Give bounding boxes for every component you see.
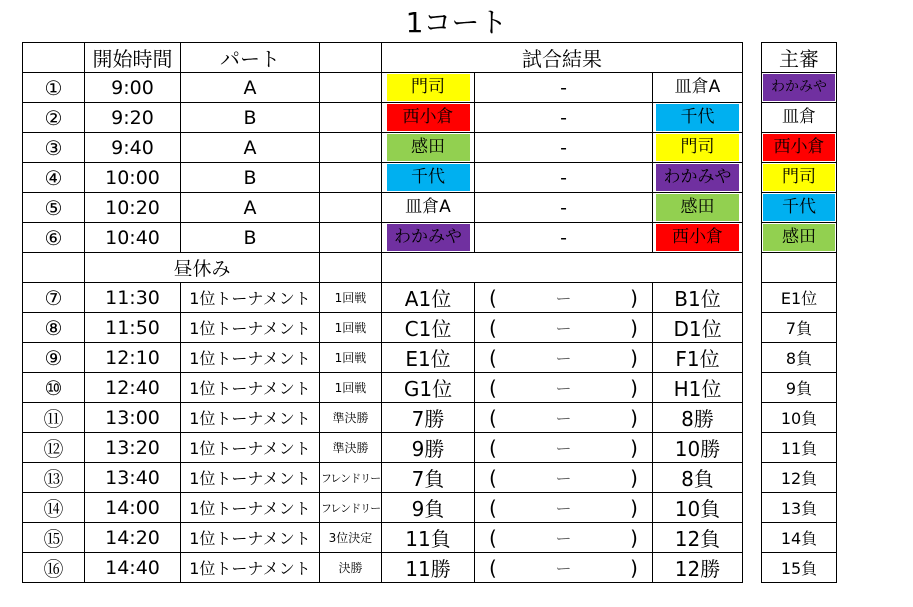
score-parentheses — [475, 556, 652, 580]
part-label: A — [181, 133, 320, 163]
match-number: ⑦ — [23, 283, 85, 313]
referee-name: 14負 — [762, 523, 837, 553]
part-label: 1位トーナメント — [181, 373, 320, 403]
referee-cell — [762, 133, 837, 163]
table-row — [23, 433, 837, 463]
score-separator: - — [475, 103, 653, 133]
round-label — [320, 193, 382, 223]
match-number: ① — [23, 73, 85, 103]
start-time: 11:30 — [85, 283, 181, 313]
part-label: 1位トーナメント — [181, 433, 320, 463]
start-time: 13:40 — [85, 463, 181, 493]
score-parentheses — [475, 436, 652, 460]
referee-name: 7負 — [762, 313, 837, 343]
referee-cell — [762, 223, 837, 253]
match-number: ④ — [23, 163, 85, 193]
score-placeholder — [475, 553, 653, 583]
start-time: 10:40 — [85, 223, 181, 253]
score-separator: - — [475, 133, 653, 163]
spacer-cell — [743, 133, 762, 163]
table-row — [23, 163, 837, 193]
start-time: 9:40 — [85, 133, 181, 163]
start-time: 9:00 — [85, 73, 181, 103]
part-label: 1位トーナメント — [181, 283, 320, 313]
score-separator: - — [475, 223, 653, 253]
spacer-cell — [743, 493, 762, 523]
header-referee: 主審 — [762, 43, 837, 73]
match-number: ⑨ — [23, 343, 85, 373]
match-number: ③ — [23, 133, 85, 163]
spacer-cell — [743, 223, 762, 253]
round-label: フレンドリー — [320, 463, 382, 493]
part-label: 1位トーナメント — [181, 313, 320, 343]
team1-cell — [382, 103, 475, 133]
team1-name: 千代 — [387, 164, 470, 191]
team1-name: 門司 — [387, 74, 470, 101]
team2-name: 10勝 — [653, 433, 743, 463]
match-number: ⑯ — [23, 553, 85, 583]
score-mid: ー — [555, 348, 572, 368]
referee-name: わかみや — [763, 74, 835, 101]
match-number: ⑪ — [23, 403, 85, 433]
header-spacer — [743, 43, 762, 73]
table-row — [23, 133, 837, 163]
table-row — [23, 373, 837, 403]
table-row — [23, 283, 837, 313]
score-close: ) — [630, 315, 638, 340]
start-time: 13:20 — [85, 433, 181, 463]
score-close: ) — [630, 435, 638, 460]
referee-name: 感田 — [763, 224, 835, 251]
score-mid: ー — [555, 498, 572, 518]
score-mid: ー — [555, 378, 572, 398]
part-label: 1位トーナメント — [181, 343, 320, 373]
team1-name: 7負 — [382, 463, 475, 493]
header-no — [23, 43, 85, 73]
start-time: 13:00 — [85, 403, 181, 433]
lunch-result — [382, 253, 743, 283]
header-part: パート — [181, 43, 320, 73]
round-label — [320, 223, 382, 253]
lunch-row — [23, 253, 837, 283]
spacer-cell — [743, 103, 762, 133]
spacer-cell — [743, 313, 762, 343]
spacer-cell — [743, 403, 762, 433]
part-label: 1位トーナメント — [181, 463, 320, 493]
part-label: 1位トーナメント — [181, 553, 320, 583]
team1-name: A1位 — [382, 283, 475, 313]
round-label — [320, 103, 382, 133]
team1-name: C1位 — [382, 313, 475, 343]
team2-cell — [653, 133, 743, 163]
score-close: ) — [630, 405, 638, 430]
part-label: B — [181, 103, 320, 133]
score-close: ) — [630, 285, 638, 310]
round-label: 1回戦 — [320, 373, 382, 403]
team1-cell — [382, 163, 475, 193]
score-mid: ー — [555, 318, 572, 338]
team2-name: H1位 — [653, 373, 743, 403]
referee-name: 15負 — [762, 553, 837, 583]
team2-name: B1位 — [653, 283, 743, 313]
team1-name: 西小倉 — [387, 104, 470, 131]
table-row — [23, 73, 837, 103]
referee-name: 9負 — [762, 373, 837, 403]
start-time: 14:00 — [85, 493, 181, 523]
score-mid: ー — [555, 528, 572, 548]
match-number: ⑬ — [23, 463, 85, 493]
team1-name: 7勝 — [382, 403, 475, 433]
team1-cell — [382, 223, 475, 253]
round-label — [320, 133, 382, 163]
round-label: 決勝 — [320, 553, 382, 583]
team2-name: 千代 — [656, 104, 739, 131]
score-parentheses — [475, 346, 652, 370]
match-number: ⑫ — [23, 433, 85, 463]
score-separator: - — [475, 73, 653, 103]
team1-name: E1位 — [382, 343, 475, 373]
team2-cell — [653, 103, 743, 133]
team2-name: 西小倉 — [656, 224, 739, 251]
match-number: ⑤ — [23, 193, 85, 223]
score-parentheses — [475, 496, 652, 520]
part-label: A — [181, 193, 320, 223]
spacer-cell — [743, 253, 762, 283]
score-close: ) — [630, 525, 638, 550]
match-number: ② — [23, 103, 85, 133]
round-label — [320, 73, 382, 103]
table-row — [23, 493, 837, 523]
team1-name: 感田 — [387, 134, 470, 161]
table-row — [23, 193, 837, 223]
score-separator: - — [475, 193, 653, 223]
match-number: ⑩ — [23, 373, 85, 403]
team1-name: わかみや — [387, 224, 470, 251]
score-close: ) — [630, 375, 638, 400]
score-placeholder — [475, 433, 653, 463]
team2-name: わかみや — [656, 164, 739, 191]
referee-name: 10負 — [762, 403, 837, 433]
team2-name: 12勝 — [653, 553, 743, 583]
round-label: 準決勝 — [320, 403, 382, 433]
score-open: ( — [489, 525, 497, 550]
team2-name: 8負 — [653, 463, 743, 493]
score-placeholder — [475, 403, 653, 433]
score-close: ) — [630, 345, 638, 370]
score-parentheses — [475, 286, 652, 310]
start-time: 9:20 — [85, 103, 181, 133]
referee-name: 皿倉 — [763, 104, 835, 131]
header-start-time: 開始時間 — [85, 43, 181, 73]
team2-name: 10負 — [653, 493, 743, 523]
team1-cell — [382, 133, 475, 163]
team1-cell — [382, 73, 475, 103]
score-parentheses — [475, 406, 652, 430]
spacer-cell — [743, 193, 762, 223]
score-open: ( — [489, 285, 497, 310]
spacer-cell — [743, 463, 762, 493]
score-parentheses — [475, 466, 652, 490]
spacer-cell — [743, 343, 762, 373]
team2-cell — [653, 223, 743, 253]
score-close: ) — [630, 555, 638, 580]
match-number: ⑮ — [23, 523, 85, 553]
round-label: 3位決定 — [320, 523, 382, 553]
score-placeholder — [475, 283, 653, 313]
part-label: 1位トーナメント — [181, 493, 320, 523]
team1-cell — [382, 193, 475, 223]
spacer-cell — [743, 283, 762, 313]
team2-cell — [653, 73, 743, 103]
table-row — [23, 103, 837, 133]
start-time: 12:10 — [85, 343, 181, 373]
spacer-cell — [743, 163, 762, 193]
lunch-ref — [762, 253, 837, 283]
schedule-table — [22, 42, 837, 583]
start-time: 14:40 — [85, 553, 181, 583]
score-mid: ー — [555, 558, 572, 578]
part-label: B — [181, 163, 320, 193]
team2-name: 皿倉A — [656, 74, 739, 101]
score-placeholder — [475, 463, 653, 493]
referee-name: E1位 — [762, 283, 837, 313]
referee-name: 門司 — [763, 164, 835, 191]
referee-cell — [762, 193, 837, 223]
score-separator: - — [475, 163, 653, 193]
team1-name: G1位 — [382, 373, 475, 403]
spacer-cell — [743, 373, 762, 403]
referee-name: 千代 — [763, 194, 835, 221]
score-mid: ー — [555, 408, 572, 428]
part-label: B — [181, 223, 320, 253]
spacer-cell — [743, 73, 762, 103]
part-label: 1位トーナメント — [181, 523, 320, 553]
score-open: ( — [489, 345, 497, 370]
round-label: 1回戦 — [320, 283, 382, 313]
score-placeholder — [475, 373, 653, 403]
round-label: フレンドリー — [320, 493, 382, 523]
score-close: ) — [630, 465, 638, 490]
lunch-label: 昼休み — [85, 253, 320, 283]
start-time: 10:00 — [85, 163, 181, 193]
court-title: 1コート — [405, 6, 508, 39]
team2-cell — [653, 163, 743, 193]
referee-name: 13負 — [762, 493, 837, 523]
table-row — [23, 343, 837, 373]
table-row — [23, 403, 837, 433]
score-parentheses — [475, 526, 652, 550]
referee-cell — [762, 163, 837, 193]
score-parentheses — [475, 316, 652, 340]
spacer-cell — [743, 553, 762, 583]
score-placeholder — [475, 313, 653, 343]
spacer-cell — [743, 523, 762, 553]
referee-name: 11負 — [762, 433, 837, 463]
round-label: 準決勝 — [320, 433, 382, 463]
start-time: 12:40 — [85, 373, 181, 403]
team1-name: 9勝 — [382, 433, 475, 463]
header-round — [320, 43, 382, 73]
team1-name: 9負 — [382, 493, 475, 523]
score-open: ( — [489, 405, 497, 430]
table-row — [23, 463, 837, 493]
score-open: ( — [489, 375, 497, 400]
table-row — [23, 313, 837, 343]
table-row — [23, 553, 837, 583]
referee-name: 西小倉 — [763, 134, 835, 161]
score-open: ( — [489, 435, 497, 460]
referee-cell — [762, 103, 837, 133]
score-placeholder — [475, 523, 653, 553]
team1-name: 11勝 — [382, 553, 475, 583]
score-mid: ー — [555, 288, 572, 308]
score-close: ) — [630, 495, 638, 520]
score-open: ( — [489, 465, 497, 490]
team2-name: 感田 — [656, 194, 739, 221]
referee-name: 12負 — [762, 463, 837, 493]
round-label: 1回戦 — [320, 313, 382, 343]
score-open: ( — [489, 495, 497, 520]
team2-name: 門司 — [656, 134, 739, 161]
team1-name: 皿倉A — [387, 194, 470, 221]
part-label: 1位トーナメント — [181, 403, 320, 433]
team2-cell — [653, 193, 743, 223]
round-label: 1回戦 — [320, 343, 382, 373]
start-time: 11:50 — [85, 313, 181, 343]
match-number: ⑥ — [23, 223, 85, 253]
part-label: A — [181, 73, 320, 103]
score-open: ( — [489, 555, 497, 580]
score-placeholder — [475, 343, 653, 373]
table-row — [23, 223, 837, 253]
lunch-round — [320, 253, 382, 283]
team2-name: F1位 — [653, 343, 743, 373]
round-label — [320, 163, 382, 193]
spacer-cell — [743, 433, 762, 463]
referee-name: 8負 — [762, 343, 837, 373]
score-mid: ー — [555, 438, 572, 458]
match-number: ⑧ — [23, 313, 85, 343]
lunch-no — [23, 253, 85, 283]
start-time: 14:20 — [85, 523, 181, 553]
score-placeholder — [475, 493, 653, 523]
score-mid: ー — [555, 468, 572, 488]
start-time: 10:20 — [85, 193, 181, 223]
team2-name: 8勝 — [653, 403, 743, 433]
header-row — [23, 43, 837, 73]
header-result: 試合結果 — [382, 43, 743, 73]
score-open: ( — [489, 315, 497, 340]
team2-name: 12負 — [653, 523, 743, 553]
table-row — [23, 523, 837, 553]
score-parentheses — [475, 376, 652, 400]
team2-name: D1位 — [653, 313, 743, 343]
team1-name: 11負 — [382, 523, 475, 553]
match-number: ⑭ — [23, 493, 85, 523]
referee-cell — [762, 73, 837, 103]
